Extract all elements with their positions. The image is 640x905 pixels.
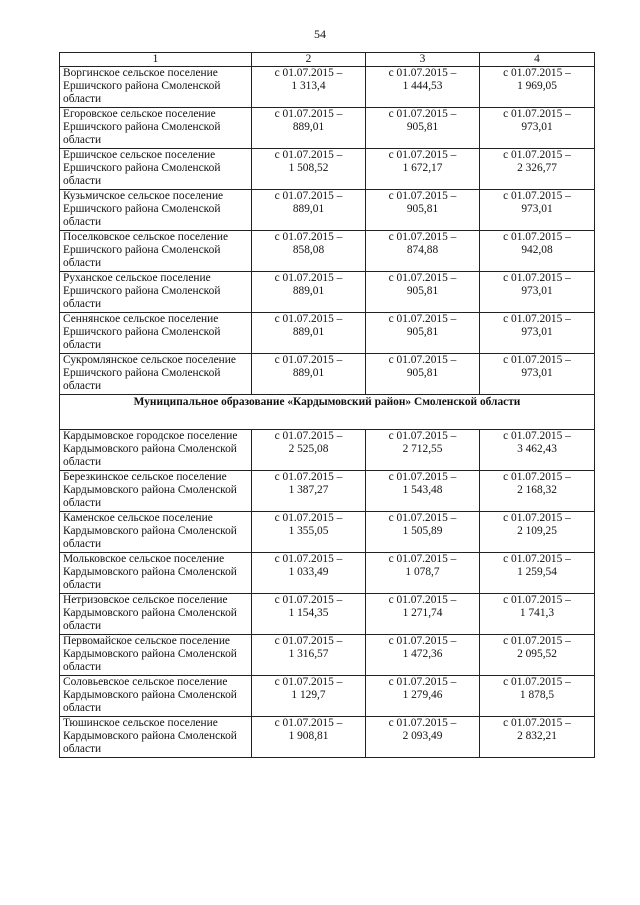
tariff-value: 889,01	[292, 326, 325, 338]
value-cell-c3	[366, 512, 480, 553]
tariff-value: 858,08	[292, 244, 325, 256]
tariff-value: 1 355,05	[288, 525, 329, 537]
tariff-value: 973,01	[521, 121, 553, 133]
effective-date: с 01.07.2015 –	[274, 594, 343, 606]
value-cell-c4	[480, 67, 595, 108]
value-cell-c3	[366, 717, 480, 758]
value-cell-c3	[366, 676, 480, 717]
value-cell-c2	[252, 471, 366, 512]
effective-date: с 01.07.2015 –	[274, 190, 343, 202]
tariff-value: 1 444,53	[402, 80, 443, 92]
value-cell-c3	[366, 190, 480, 231]
tariff-value: 2 525,08	[288, 443, 329, 455]
tariff-value: 1 279,46	[402, 689, 443, 701]
value-cell-c3	[366, 635, 480, 676]
table-row	[60, 149, 595, 190]
table-row	[60, 272, 595, 313]
effective-date: с 01.07.2015 –	[388, 430, 457, 442]
value-cell-c2	[252, 67, 366, 108]
value-cell-c3	[366, 354, 480, 395]
tariff-value: 889,01	[292, 367, 325, 379]
tariff-value: 1 472,36	[402, 648, 443, 660]
tariff-value: 1 505,89	[402, 525, 443, 537]
effective-date: с 01.07.2015 –	[274, 272, 343, 284]
section-heading-row	[60, 395, 595, 430]
effective-date: с 01.07.2015 –	[503, 676, 571, 688]
effective-date: с 01.07.2015 –	[503, 313, 571, 325]
table-row	[60, 676, 595, 717]
effective-date: с 01.07.2015 –	[503, 190, 571, 202]
settlement-name: Ершичское сельское поселение Ершичского района Смоленской области	[60, 149, 252, 190]
effective-date: с 01.07.2015 –	[503, 594, 571, 606]
effective-date: с 01.07.2015 –	[274, 676, 343, 688]
tariff-value: 2 109,25	[517, 525, 557, 537]
tariff-value: 1 387,27	[288, 484, 329, 496]
effective-date: с 01.07.2015 –	[274, 67, 343, 79]
value-cell-c4	[480, 231, 595, 272]
tariff-value: 1 313,4	[291, 80, 326, 92]
settlement-name: Тюшинское сельское поселение Кардымовского района Смоленской области	[60, 717, 252, 758]
value-cell-c4	[480, 471, 595, 512]
table-row	[60, 512, 595, 553]
tariff-value: 874,88	[406, 244, 439, 256]
settlement-name: Сеннянское сельское поселение Ершичского района Смоленской области	[60, 313, 252, 354]
effective-date: с 01.07.2015 –	[388, 717, 457, 729]
effective-date: с 01.07.2015 –	[388, 313, 457, 325]
effective-date: с 01.07.2015 –	[503, 430, 571, 442]
value-cell-c3	[366, 313, 480, 354]
value-cell-c4	[480, 430, 595, 471]
value-cell-c4	[480, 635, 595, 676]
value-cell-c4	[480, 190, 595, 231]
value-cell-c2	[252, 190, 366, 231]
value-cell-c2	[252, 149, 366, 190]
effective-date: с 01.07.2015 –	[388, 512, 457, 524]
tariff-value: 1 316,57	[288, 648, 329, 660]
tariff-value: 1 741,3	[519, 607, 555, 619]
tariff-value: 905,81	[406, 203, 439, 215]
table-row	[60, 108, 595, 149]
tariff-value: 1 154,35	[288, 607, 329, 619]
tariff-value: 2 095,52	[517, 648, 557, 660]
value-cell-c4	[480, 149, 595, 190]
settlement-name: Руханское сельское поселение Ершичского района Смоленской области	[60, 272, 252, 313]
value-cell-c2	[252, 430, 366, 471]
table-row	[60, 635, 595, 676]
effective-date: с 01.07.2015 –	[388, 635, 457, 647]
effective-date: с 01.07.2015 –	[274, 354, 343, 366]
value-cell-c3	[366, 149, 480, 190]
effective-date: с 01.07.2015 –	[388, 594, 457, 606]
table-row	[60, 190, 595, 231]
table-row	[60, 67, 595, 108]
effective-date: с 01.07.2015 –	[503, 354, 571, 366]
table-row	[60, 231, 595, 272]
column-header-1: 1	[60, 53, 252, 67]
value-cell-c4	[480, 272, 595, 313]
settlement-name: Кузьмичское сельское поселение Ершичского района Смоленской области	[60, 190, 252, 231]
table-row	[60, 471, 595, 512]
effective-date: с 01.07.2015 –	[274, 108, 343, 120]
value-cell-c3	[366, 231, 480, 272]
group1-body	[60, 67, 595, 395]
tariff-value: 905,81	[406, 367, 439, 379]
page-number: 54	[314, 27, 326, 41]
column-header-4: 4	[480, 53, 595, 67]
tariff-value: 905,81	[406, 121, 439, 133]
value-cell-c2	[252, 354, 366, 395]
value-cell-c2	[252, 717, 366, 758]
value-cell-c2	[252, 635, 366, 676]
effective-date: с 01.07.2015 –	[388, 272, 457, 284]
value-cell-c3	[366, 272, 480, 313]
tariff-value: 889,01	[292, 121, 325, 133]
tariff-value: 2 832,21	[517, 730, 557, 742]
value-cell-c2	[252, 272, 366, 313]
tariff-value: 973,01	[521, 285, 553, 297]
effective-date: с 01.07.2015 –	[388, 231, 457, 243]
value-cell-c3	[366, 108, 480, 149]
value-cell-c2	[252, 594, 366, 635]
table-row	[60, 594, 595, 635]
settlement-name: Кардымовское городское поселение Кардымовского района Смоленской области	[60, 430, 252, 471]
tariff-value: 973,01	[521, 203, 553, 215]
settlement-name: Березкинское сельское поселение Кардымовского района Смоленской области	[60, 471, 252, 512]
settlement-name: Соловьевское сельское поселение Кардымовского района Смоленской области	[60, 676, 252, 717]
effective-date: с 01.07.2015 –	[274, 512, 343, 524]
tariff-value: 1 878,5	[519, 689, 555, 701]
effective-date: с 01.07.2015 –	[503, 553, 571, 565]
effective-date: с 01.07.2015 –	[503, 512, 571, 524]
settlement-name: Поселковское сельское поселение Ершичского района Смоленской области	[60, 231, 252, 272]
effective-date: с 01.07.2015 –	[388, 676, 457, 688]
tariff-value: 1 078,7	[405, 566, 440, 578]
effective-date: с 01.07.2015 –	[388, 471, 457, 483]
effective-date: с 01.07.2015 –	[274, 313, 343, 325]
value-cell-c3	[366, 430, 480, 471]
tariff-value: 1 271,74	[402, 607, 443, 619]
value-cell-c2	[252, 231, 366, 272]
value-cell-c2	[252, 108, 366, 149]
tariff-value: 1 129,7	[291, 689, 326, 701]
tariff-value: 905,81	[406, 285, 439, 297]
tariff-table	[59, 52, 595, 758]
column-number-row	[60, 53, 595, 67]
table-row	[60, 313, 595, 354]
table-row	[60, 717, 595, 758]
value-cell-c3	[366, 594, 480, 635]
value-cell-c4	[480, 108, 595, 149]
effective-date: с 01.07.2015 –	[503, 231, 571, 243]
value-cell-c4	[480, 553, 595, 594]
value-cell-c3	[366, 67, 480, 108]
table-row	[60, 430, 595, 471]
value-cell-c2	[252, 313, 366, 354]
effective-date: с 01.07.2015 –	[274, 231, 343, 243]
tariff-value: 1 672,17	[402, 162, 443, 174]
tariff-value: 1 259,54	[517, 566, 557, 578]
settlement-name: Воргинское сельское поселение Ершичского района Смоленской области	[60, 67, 252, 108]
effective-date: с 01.07.2015 –	[503, 635, 571, 647]
effective-date: с 01.07.2015 –	[388, 190, 457, 202]
effective-date: с 01.07.2015 –	[388, 108, 457, 120]
tariff-value: 1 033,49	[288, 566, 329, 578]
effective-date: с 01.07.2015 –	[503, 108, 571, 120]
tariff-value: 2 093,49	[402, 730, 443, 742]
value-cell-c2	[252, 553, 366, 594]
effective-date: с 01.07.2015 –	[274, 430, 343, 442]
tariff-value: 1 543,48	[402, 484, 443, 496]
tariff-value: 973,01	[521, 367, 553, 379]
tariff-value: 3 462,43	[517, 443, 557, 455]
settlement-name: Сукромлянское сельское поселение Ершичского района Смоленской области	[60, 354, 252, 395]
value-cell-c4	[480, 512, 595, 553]
column-header-2: 2	[252, 53, 366, 67]
effective-date: с 01.07.2015 –	[388, 67, 457, 79]
value-cell-c2	[252, 676, 366, 717]
effective-date: с 01.07.2015 –	[274, 717, 343, 729]
effective-date: с 01.07.2015 –	[503, 471, 571, 483]
column-header-3: 3	[366, 53, 480, 67]
table-row	[60, 354, 595, 395]
value-cell-c3	[366, 553, 480, 594]
tariff-value: 2 326,77	[517, 162, 557, 174]
tariff-value: 1 969,05	[517, 80, 557, 92]
table-row	[60, 553, 595, 594]
value-cell-c4	[480, 313, 595, 354]
tariff-value: 2 712,55	[402, 443, 443, 455]
tariff-value: 1 508,52	[288, 162, 329, 174]
effective-date: с 01.07.2015 –	[388, 354, 457, 366]
value-cell-c4	[480, 354, 595, 395]
settlement-name: Первомайское сельское поселение Кардымовского района Смоленской области	[60, 635, 252, 676]
tariff-value: 905,81	[406, 326, 439, 338]
effective-date: с 01.07.2015 –	[274, 553, 343, 565]
section-title: Муниципальное образование «Кардымовский район» Смоленской области	[60, 395, 595, 430]
settlement-name: Егоровское сельское поселение Ершичского района Смоленской области	[60, 108, 252, 149]
effective-date: с 01.07.2015 –	[274, 635, 343, 647]
effective-date: с 01.07.2015 –	[388, 553, 457, 565]
group2-body	[60, 430, 595, 758]
effective-date: с 01.07.2015 –	[274, 471, 343, 483]
settlement-name: Каменское сельское поселение Кардымовского района Смоленской области	[60, 512, 252, 553]
settlement-name: Нетризовское сельское поселение Кардымовского района Смоленской области	[60, 594, 252, 635]
effective-date: с 01.07.2015 –	[388, 149, 457, 161]
effective-date: с 01.07.2015 –	[503, 67, 571, 79]
section-body	[60, 395, 595, 430]
value-cell-c4	[480, 676, 595, 717]
value-cell-c4	[480, 594, 595, 635]
effective-date: с 01.07.2015 –	[274, 149, 343, 161]
tariff-value: 889,01	[292, 285, 325, 297]
tariff-value: 1 908,81	[288, 730, 329, 742]
effective-date: с 01.07.2015 –	[503, 272, 571, 284]
tariff-value: 973,01	[521, 326, 553, 338]
value-cell-c3	[366, 471, 480, 512]
settlement-name: Мольковское сельское поселение Кардымовского района Смоленской области	[60, 553, 252, 594]
value-cell-c4	[480, 717, 595, 758]
value-cell-c2	[252, 512, 366, 553]
effective-date: с 01.07.2015 –	[503, 149, 571, 161]
tariff-value: 2 168,32	[517, 484, 557, 496]
tariff-value: 942,08	[521, 244, 553, 256]
effective-date: с 01.07.2015 –	[503, 717, 571, 729]
tariff-value: 889,01	[292, 203, 325, 215]
